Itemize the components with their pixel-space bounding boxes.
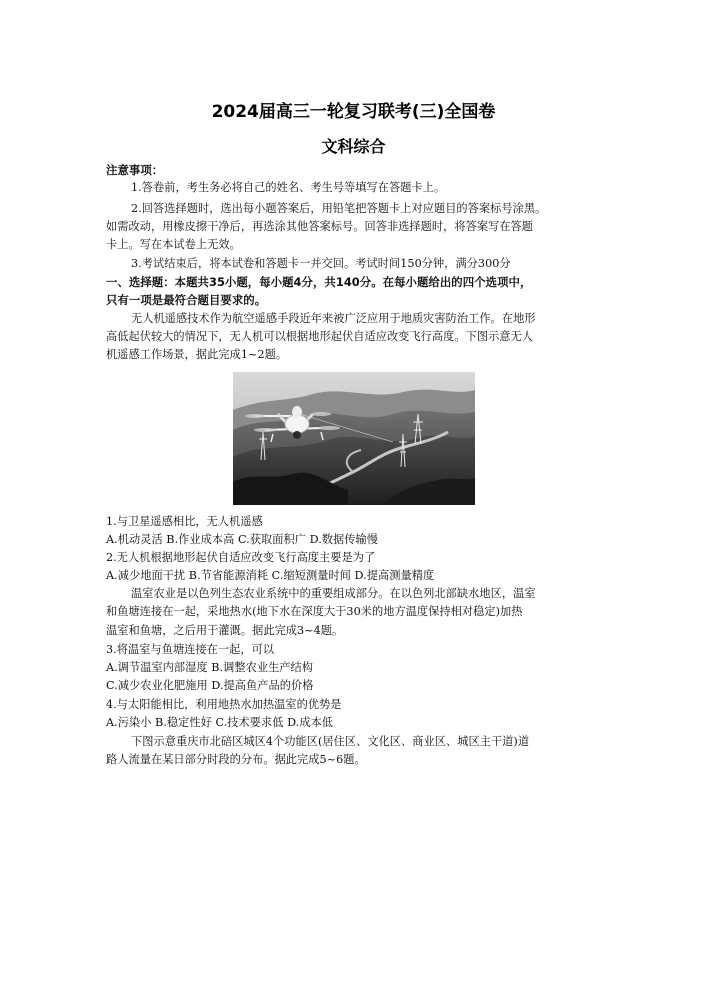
passage-line: 温室农业是以色列生态农业系统中的重要组成部分。在以色列北部缺水地区，温室 xyxy=(131,587,536,600)
notice-line: 2.回答选择题时，选出每小题答案后，用铅笔把答题卡上对应题目的答案标号涂黑。 xyxy=(131,202,547,215)
section-heading: 一、选择题：本题共35小题，每小题4分，共140分。在每小题给出的四个选项中， xyxy=(106,275,532,289)
passage-line: 无人机遥感技术作为航空遥感手段近年来被广泛应用于地质灾害防治工作。在地形 xyxy=(131,312,536,325)
passage-line: 路人流量在某日部分时段的分布。据此完成5~6题。 xyxy=(106,753,366,766)
question-stem: 3.将温室与鱼塘连接在一起，可以 xyxy=(106,643,275,656)
question-stem: 4.与太阳能相比，利用地热水加热温室的优势是 xyxy=(106,698,342,711)
question-stem: 1.与卫星遥感相比，无人机遥感 xyxy=(106,515,263,528)
notice-line: 卡上。写在本试卷上无效。 xyxy=(106,238,241,251)
exam-title: 2024届高三一轮复习联考(三)全国卷 xyxy=(211,102,496,122)
passage-line: 和鱼塘连接在一起，采地热水(地下水在深度大于30米的地方温度保持相对稳定)加热 xyxy=(106,605,523,618)
exam-subject: 文科综合 xyxy=(321,137,386,156)
question-stem: 2.无人机根据地形起伏自适应改变飞行高度主要是为了 xyxy=(106,551,376,564)
section-heading: 只有一项是最符合题目要求的。 xyxy=(106,293,267,307)
passage-line: 下图示意重庆市北碚区城区4个功能区(居住区、文化区、商业区、城区主干道)道 xyxy=(131,735,530,748)
question-options: A.机动灵活 B.作业成本高 C.获取面积广 D.数据传输慢 xyxy=(106,533,378,546)
passage-line: 机遥感工作场景，据此完成1~2题。 xyxy=(106,348,288,361)
passage-line: 高低起伏较大的情况下，无人机可以根据地形起伏自适应改变飞行高度。下图示意无人 xyxy=(106,330,534,343)
passage-line: 温室和鱼塘，之后用于灌溉。据此完成3~4题。 xyxy=(106,624,344,637)
drone-over-mountains-photo xyxy=(233,372,475,505)
notice-line: 如需改动，用橡皮擦干净后，再选涂其他答案标号。回答非选择题时，将答案写在答题 xyxy=(106,220,534,233)
notice-line: 3.考试结束后，将本试卷和答题卡一并交回。考试时间150分钟，满分300分 xyxy=(131,257,511,270)
question-options: A.减少地面干扰 B.节省能源消耗 C.缩短测量时间 D.提高测量精度 xyxy=(106,569,435,582)
question-options: A.污染小 B.稳定性好 C.技术要求低 D.成本低 xyxy=(106,716,334,729)
question-options: A.调节温室内部湿度 B.调整农业生产结构 xyxy=(106,661,314,674)
question-options: C.减少农业化肥施用 D.提高鱼产品的价格 xyxy=(106,679,314,692)
notice-heading: 注意事项： xyxy=(106,163,164,177)
notice-line: 1.答卷前，考生务必将自己的姓名、考生号等填写在答题卡上。 xyxy=(131,181,446,194)
